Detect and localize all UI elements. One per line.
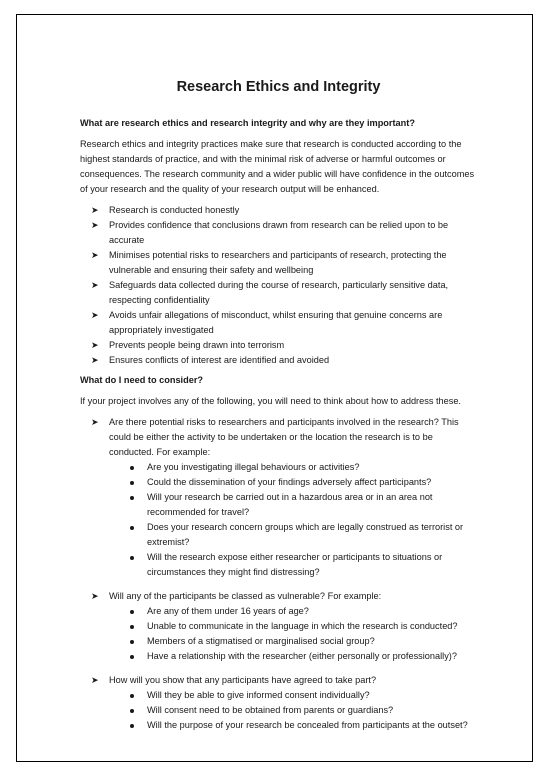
- bullet-dot-icon: [130, 709, 134, 713]
- section-heading-considerations: What do I need to consider?: [80, 375, 204, 385]
- bullet-dot-icon: [130, 655, 134, 659]
- bullet-dot-icon: [130, 466, 134, 470]
- list-item: Have a relationship with the researcher (either personally or professionally)?: [128, 649, 475, 664]
- list-item: Will consent need to be obtained from parents or guardians?: [128, 703, 475, 718]
- list-item: ➤ Minimises potential risks to researchers and participants of research, protecting the vulnerable and ensuring their safety and wellbeing: [91, 250, 447, 275]
- bullet-dot-icon: [130, 724, 134, 728]
- document-title: Research Ethics and Integrity: [176, 79, 381, 95]
- bullet-dot-icon: [130, 640, 134, 644]
- arrow-bullet-icon: ➤: [91, 417, 99, 427]
- list-item: ➤ Provides confidence that conclusions drawn from research can be relied upon to be accurate: [91, 220, 449, 245]
- question-item-consent: ➤ How will you show that any participants have agreed to take part? Will they be able to give informed consent individually? Will consent need to be obtained from parents or guardians? Will the purpose of your research be concealed from participants at the outset?: [85, 673, 475, 733]
- section-intro-importance: Research ethics and integrity practices make sure that research is conducted according to the highest standards of practice, and with the minimal risk of adverse or harmful outcomes or consequences. The research community and a wider public will have confidence in the outcomes of your research and the quality of your research output will be enhanced.: [80, 139, 475, 194]
- question-item-risks: ➤ Are there potential risks to researchers and participants involved in the research? This could be either the activity to be undertaken or the location the research is to be conducted. For example: Are you investigating illegal behaviours or activities? Could the dissemination of your findings adversely affect participants? Will your research be carried out in a hazardous area or in an area not recommended for travel? Does your research concern groups which are legally construed as terrorist or extremist? Will the research expose either researcher or participants to situations or circumstances they might find distressing?: [85, 415, 475, 589]
- list-item: Unable to communicate in the language in which the research is conducted?: [128, 619, 475, 634]
- importance-list: [80, 203, 475, 368]
- list-item: ➤ Research is conducted honestly: [85, 203, 475, 218]
- bullet-dot-icon: [130, 694, 134, 698]
- list-item: Are you investigating illegal behaviours or activities?: [128, 460, 475, 475]
- bullet-dot-icon: [130, 496, 134, 500]
- document-page: [16, 14, 533, 762]
- list-item: ➤ Prevents people being drawn into terrorism: [85, 338, 475, 353]
- arrow-bullet-icon: ➤: [91, 205, 99, 215]
- bullet-dot-icon: [130, 625, 134, 629]
- list-item: Will the research expose either researcher or participants to situations or circumstances they might find distressing?: [128, 550, 475, 580]
- bullet-dot-icon: [130, 610, 134, 614]
- bullet-dot-icon: [130, 526, 134, 530]
- arrow-bullet-icon: ➤: [91, 250, 99, 260]
- list-item: Does your research concern groups which are legally construed as terrorist or extremist?: [128, 520, 475, 550]
- arrow-bullet-icon: ➤: [91, 220, 99, 230]
- arrow-bullet-icon: ➤: [91, 280, 99, 290]
- list-item: Could the dissemination of your findings adversely affect participants?: [128, 475, 475, 490]
- considerations-list: [80, 415, 475, 733]
- section-heading-importance: What are research ethics and research integrity and why are they important?: [80, 118, 415, 128]
- bullet-dot-icon: [130, 556, 134, 560]
- list-item: Will your research be carried out in a hazardous area or in an area not recommended for travel?: [128, 490, 475, 520]
- document-content: [80, 77, 475, 733]
- arrow-bullet-icon: ➤: [91, 675, 99, 685]
- vulnerable-examples-list: [109, 604, 475, 664]
- consent-examples-list: [109, 688, 475, 733]
- list-item: Will they be able to give informed consent individually?: [128, 688, 475, 703]
- list-item: Will the purpose of your research be concealed from participants at the outset?: [128, 718, 475, 733]
- list-item: ➤ Ensures conflicts of interest are identified and avoided: [85, 353, 475, 368]
- section-intro-considerations: If your project involves any of the following, you will need to think about how to address these.: [80, 396, 461, 406]
- list-item: ➤ Avoids unfair allegations of misconduct, whilst ensuring that genuine concerns are appropriately investigated: [91, 310, 443, 335]
- arrow-bullet-icon: ➤: [91, 340, 99, 350]
- bullet-dot-icon: [130, 481, 134, 485]
- list-item: Members of a stigmatised or marginalised social group?: [128, 634, 475, 649]
- question-item-vulnerable: ➤ Will any of the participants be classed as vulnerable? For example: Are any of them under 16 years of age? Unable to communicate in the language in which the research is conducted? Members of a stigmatised or marginalised social group? Have a relationship with the researcher (either personally or professionally)?: [85, 589, 475, 673]
- list-item: Are any of them under 16 years of age?: [128, 604, 475, 619]
- list-item: ➤ Safeguards data collected during the course of research, particularly sensitive data, respecting confidentiality: [91, 280, 449, 305]
- risk-examples-list: [109, 460, 475, 580]
- arrow-bullet-icon: ➤: [91, 355, 99, 365]
- arrow-bullet-icon: ➤: [91, 310, 99, 320]
- arrow-bullet-icon: ➤: [91, 591, 99, 601]
- spacer: [109, 664, 475, 673]
- spacer: [109, 580, 475, 589]
